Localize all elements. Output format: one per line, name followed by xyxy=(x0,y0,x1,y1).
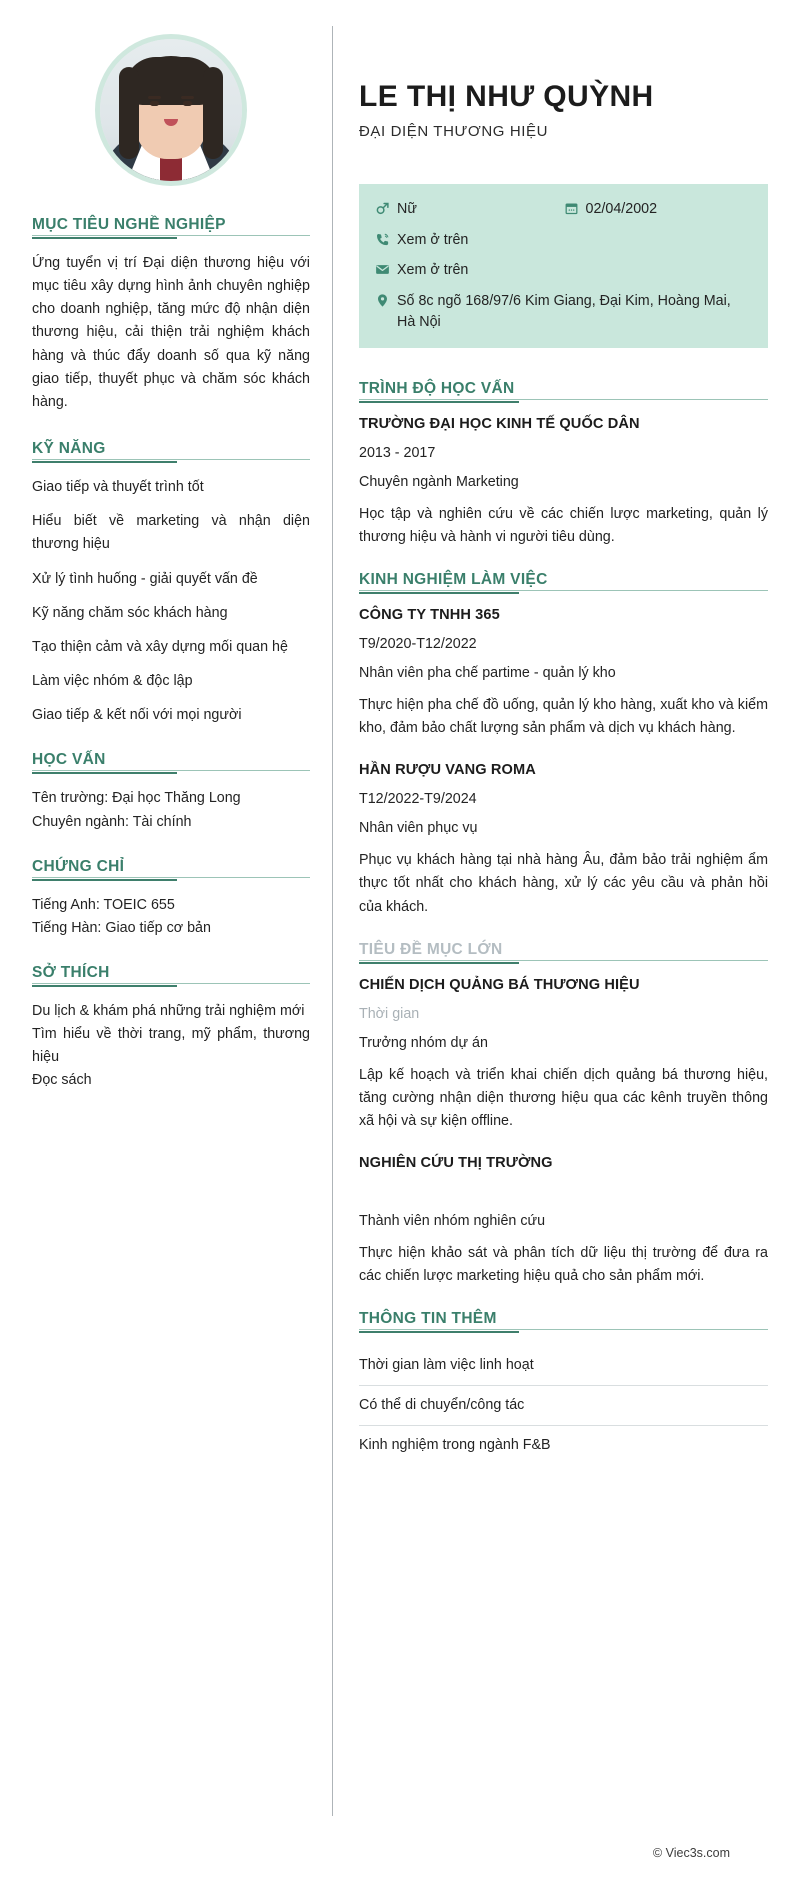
contact-address xyxy=(375,291,752,332)
contact-panel xyxy=(359,184,768,348)
experience-entry xyxy=(359,607,768,740)
left-column xyxy=(32,26,332,1117)
calendar-icon xyxy=(564,199,586,218)
contact-birthday xyxy=(564,199,753,220)
avatar xyxy=(100,39,242,181)
section-skills xyxy=(32,440,310,727)
list-item: Kinh nghiệm trong ngành F&B xyxy=(359,1437,551,1454)
section-extra-info xyxy=(359,1310,768,1465)
section-education xyxy=(359,380,768,549)
experience-entry-role: Nhân viên phục vụ xyxy=(359,820,478,837)
certificate-english: Tiếng Anh: TOEIC 655 xyxy=(32,896,175,913)
contact-row xyxy=(375,260,752,281)
experience-entry-period: T9/2020-T12/2022 xyxy=(359,635,477,652)
section-title-extra-info: THÔNG TIN THÊM xyxy=(359,1310,768,1333)
job-role: ĐẠI DIỆN THƯƠNG HIỆU xyxy=(359,123,549,140)
section-experience xyxy=(359,571,768,919)
certificate-korean: Tiếng Hàn: Giao tiếp cơ bản xyxy=(32,919,211,936)
section-education-left xyxy=(32,751,310,833)
gender-icon xyxy=(375,199,397,218)
experience-entry-period: T12/2022-T9/2024 xyxy=(359,791,477,808)
section-title-skills: KỸ NĂNG xyxy=(32,440,310,463)
section-title-experience: KINH NGHIỆM LÀM VIỆC xyxy=(359,571,768,594)
section-title-education-left: HỌC VẤN xyxy=(32,751,310,774)
section-title-projects[interactable]: TIÊU ĐỀ MỤC LỚN xyxy=(359,941,768,964)
contact-row xyxy=(375,291,752,332)
list-item: Tạo thiện cảm và xây dựng mối quan hệ xyxy=(32,638,288,655)
section-objective xyxy=(32,216,310,414)
experience-entry-name: HẦN RƯỢU VANG ROMA xyxy=(359,762,536,779)
cv-columns xyxy=(32,26,768,1816)
page-title: LE THỊ NHƯ QUỲNH xyxy=(359,80,654,113)
project-entry-role: Trưởng nhóm dự án xyxy=(359,1034,488,1051)
experience-entry-desc: Thực hiện pha chế đồ uống, quản lý kho hàng, xuất kho và kiểm kho, đảm bảo chất lượng sản phẩm và dịch vụ khách hàng. xyxy=(359,696,768,737)
avatar-container xyxy=(32,26,310,216)
project-entry-name: NGHIÊN CỨU THỊ TRƯỜNG xyxy=(359,1155,553,1172)
list-item: Đọc sách xyxy=(32,1072,92,1089)
section-title-objective: MỤC TIÊU NGHỀ NGHIỆP xyxy=(32,216,310,239)
contact-phone[interactable] xyxy=(375,230,468,251)
section-title-hobbies: SỞ THÍCH xyxy=(32,964,310,987)
project-entry-period[interactable]: Thời gian xyxy=(359,1005,420,1022)
location-pin-icon xyxy=(375,291,397,310)
contact-row xyxy=(375,230,752,251)
project-entry-desc: Thực hiện khảo sát và phân tích dữ liệu thị trường để đưa ra các chiến lược marketing hiệu quả cho sản phẩm mới. xyxy=(359,1245,768,1285)
contact-gender xyxy=(375,199,564,220)
contact-gender-value: Nữ xyxy=(397,201,417,217)
envelope-icon xyxy=(375,260,397,279)
project-entry-period[interactable] xyxy=(359,1184,768,1200)
experience-entry-desc: Phục vụ khách hàng tại nhà hàng Âu, đảm bảo trải nghiệm ẩm thực tốt nhất cho khách hàng, xử lý các yêu cầu và phản hồi của khách. xyxy=(359,852,768,915)
education-entry xyxy=(359,416,768,549)
section-certificates xyxy=(32,858,310,940)
contact-email[interactable] xyxy=(375,260,468,281)
list-item: Giao tiếp và thuyết trình tốt xyxy=(32,479,204,496)
phone-icon xyxy=(375,230,397,249)
right-column xyxy=(333,26,768,1465)
list-item: Xử lý tình huống - giải quyết vấn đề xyxy=(32,570,258,587)
list-item: Làm việc nhóm & độc lập xyxy=(32,673,193,690)
list-item: Kỹ năng chăm sóc khách hàng xyxy=(32,604,228,621)
project-entry xyxy=(359,977,768,1133)
experience-entry-name: CÔNG TY TNHH 365 xyxy=(359,606,500,623)
education-school: Tên trường: Đại học Thăng Long xyxy=(32,790,241,807)
list-item: Thời gian làm việc linh hoạt xyxy=(359,1346,768,1386)
objective-text: Ứng tuyển vị trí Đại diện thương hiệu với mục tiêu xây dựng hình ảnh chuyên nghiệp cho doanh nghiệp, tăng mức độ nhận diện thương hiệu, cải thiện trải nghiệm khách hàng và thúc đẩy doanh số qua kỹ năng giao tiếp, thuyết phục và chăm sóc khách hàng. xyxy=(32,255,310,410)
section-projects xyxy=(359,941,768,1289)
avatar-ring xyxy=(95,34,247,186)
section-hobbies xyxy=(32,964,310,1093)
education-major: Chuyên ngành: Tài chính xyxy=(32,813,192,830)
list-item: Tìm hiểu về thời trang, mỹ phẩm, thương hiệu xyxy=(32,1026,310,1066)
contact-row xyxy=(375,199,752,220)
project-entry-desc: Lập kế hoạch và triển khai chiến dịch quảng bá thương hiệu, tăng cường nhận diện thương hiệu qua các kênh truyền thông xã hội và sự kiện offline. xyxy=(359,1066,768,1129)
list-item: Du lịch & khám phá những trải nghiệm mới xyxy=(32,1002,305,1019)
contact-phone-value: Xem ở trên xyxy=(397,231,469,248)
project-entry xyxy=(359,1155,768,1288)
list-item: Có thể di chuyển/công tác xyxy=(359,1386,768,1426)
list-item: Hiểu biết về marketing và nhận diện thương hiệu xyxy=(32,513,310,553)
contact-email-value: Xem ở trên xyxy=(397,262,469,279)
contact-address-value: Số 8c ngõ 168/97/6 Kim Giang, Đại Kim, Hoàng Mai, Hà Nội xyxy=(397,293,731,330)
contact-birthday-value: 02/04/2002 xyxy=(585,201,658,217)
education-entry-period: 2013 - 2017 xyxy=(359,444,436,461)
experience-entry-role: Nhân viên pha chế partime - quản lý kho xyxy=(359,664,616,681)
experience-entry xyxy=(359,762,768,918)
section-title-education: TRÌNH ĐỘ HỌC VẤN xyxy=(359,380,768,403)
footer-copyright: © Viec3s.com xyxy=(652,1846,730,1860)
list-item: Giao tiếp & kết nối với mọi người xyxy=(32,707,242,724)
education-entry-name: TRƯỜNG ĐẠI HỌC KINH TẾ QUỐC DÂN xyxy=(359,415,640,432)
project-entry-role: Thành viên nhóm nghiên cứu xyxy=(359,1213,546,1230)
education-entry-desc: Học tập và nghiên cứu về các chiến lược marketing, quản lý thương hiệu và hành vi người tiêu dùng. xyxy=(359,505,768,545)
project-entry-name: CHIẾN DỊCH QUẢNG BÁ THƯƠNG HIỆU xyxy=(359,976,640,993)
education-entry-major: Chuyên ngành Marketing xyxy=(359,473,519,490)
section-title-certificates: CHỨNG CHỈ xyxy=(32,858,310,881)
